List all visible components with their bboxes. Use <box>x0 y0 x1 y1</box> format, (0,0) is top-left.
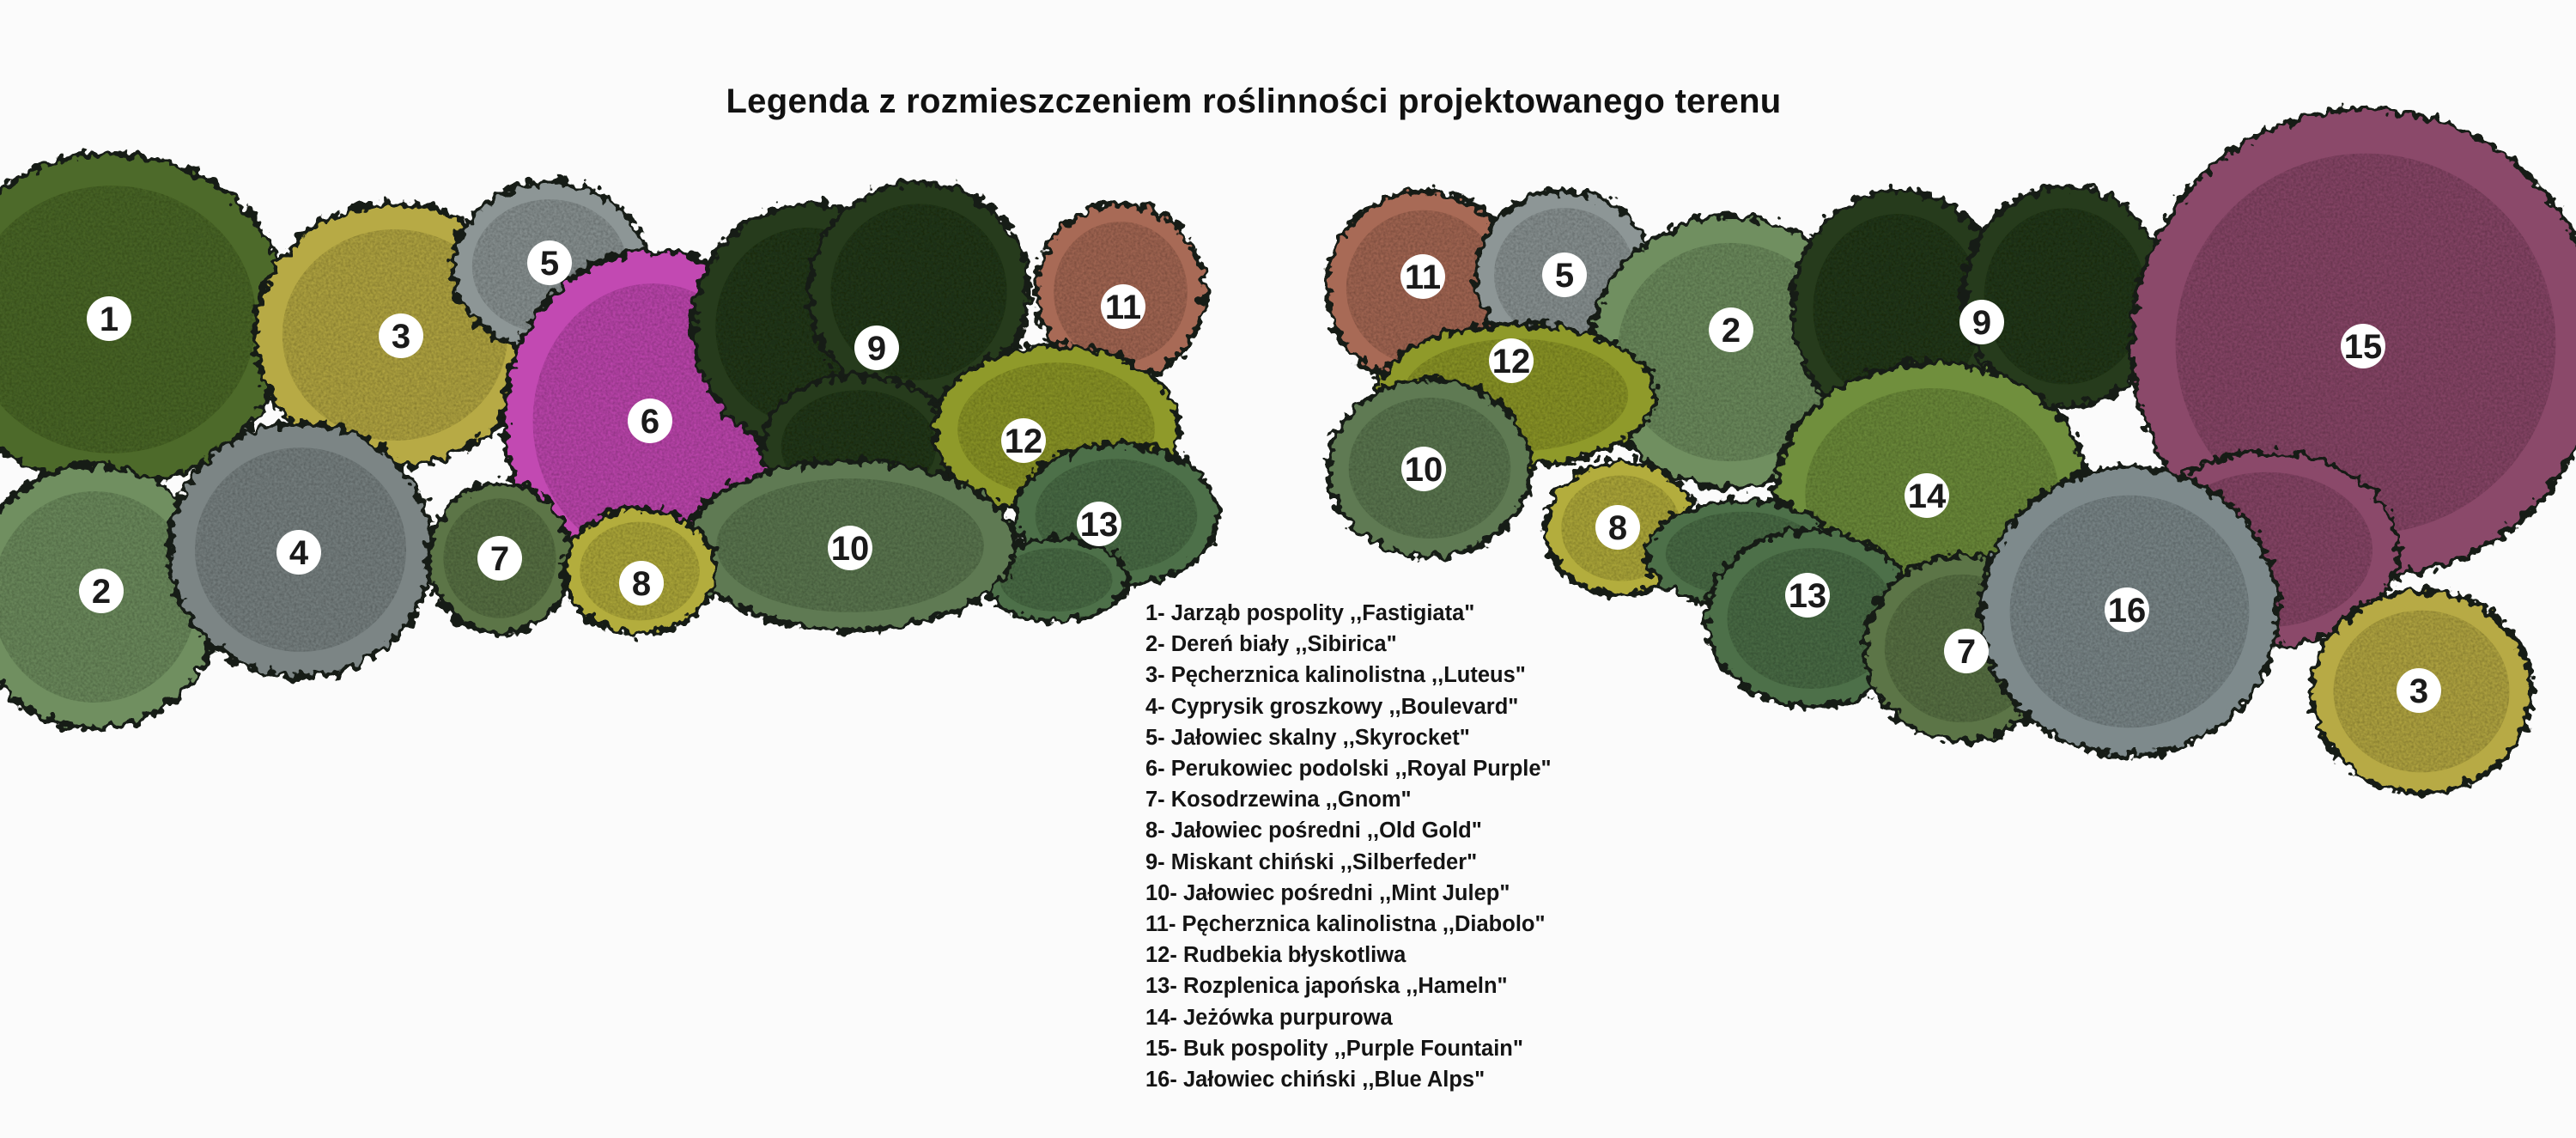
marker-number: 10 <box>830 530 870 568</box>
plant-marker-6 <box>628 399 672 443</box>
plant-marker-13 <box>1785 573 1830 618</box>
marker-number: 3 <box>2409 672 2429 710</box>
plant-marker-16 <box>2105 587 2149 632</box>
plant-marker-9 <box>854 326 899 370</box>
plant-marker-1 <box>87 296 131 341</box>
plant-marker-7 <box>477 536 522 581</box>
plant-marker-13 <box>1077 502 1121 546</box>
marker-number: 12 <box>1492 343 1531 380</box>
marker-number: 8 <box>1607 509 1628 547</box>
marker-number: 16 <box>2107 592 2147 630</box>
marker-number: 4 <box>289 534 309 572</box>
plant-marker-10 <box>1401 447 1446 491</box>
plant-marker-8 <box>619 561 664 606</box>
diagram-title: Legenda z rozmieszczeniem roślinności projektowanego terenu <box>726 82 1782 120</box>
plant-marker-15 <box>2341 324 2385 368</box>
plant-marker-3 <box>379 313 423 358</box>
plant-marker-4 <box>276 530 321 575</box>
marker-number: 14 <box>1907 478 1947 515</box>
marker-number: 7 <box>1956 633 1977 671</box>
legend-item: 2- Dereń biały ,,Sibirica" <box>1145 632 1397 657</box>
legend-item: 6- Perukowiec podolski ,,Royal Purple" <box>1145 757 1552 782</box>
legend-item: 9- Miskant chiński ,,Silberfeder" <box>1145 849 1478 874</box>
marker-number: 6 <box>640 403 660 441</box>
legend-item: 10- Jałowiec pośredni ,,Mint Julep" <box>1145 880 1510 905</box>
marker-number: 5 <box>1554 257 1575 295</box>
plant-marker-8 <box>1595 505 1640 550</box>
plant-marker-11 <box>1101 284 1145 329</box>
legend-item: 14- Jeżówka purpurowa <box>1145 1005 1393 1030</box>
marker-number: 13 <box>1079 506 1119 544</box>
legend-item: 1- Jarząb pospolity ,,Fastigiata" <box>1145 601 1475 625</box>
marker-number: 8 <box>631 565 652 603</box>
marker-number: 7 <box>489 540 510 578</box>
plant-marker-9 <box>1959 300 2004 344</box>
legend-item: 8- Jałowiec pośredni ,,Old Gold" <box>1145 819 1482 843</box>
marker-number: 9 <box>1971 304 1992 342</box>
plant-marker-7 <box>1944 629 1989 673</box>
marker-number: 1 <box>99 301 119 338</box>
legend-item: 3- Pęcherznica kalinolistna ,,Luteus" <box>1145 663 1526 688</box>
plant-marker-2 <box>79 569 124 613</box>
plant-marker-3 <box>2397 668 2441 713</box>
plant-marker-5 <box>527 240 572 285</box>
legend-item: 11- Pęcherznica kalinolistna ,,Diabolo" <box>1145 912 1546 937</box>
legend-item: 4- Cyprysik groszkowy ,,Boulevard" <box>1145 694 1519 719</box>
marker-number: 9 <box>866 330 887 368</box>
marker-number: 2 <box>1721 312 1741 350</box>
plant-marker-5 <box>1542 253 1587 297</box>
plant-marker-10 <box>828 526 872 570</box>
marker-number: 13 <box>1788 577 1827 615</box>
marker-number: 5 <box>539 245 560 283</box>
plant-marker-11 <box>1400 254 1445 299</box>
legend-item: 15- Buk pospolity ,,Purple Fountain" <box>1145 1036 1523 1061</box>
marker-number: 3 <box>391 318 411 356</box>
marker-number: 12 <box>1004 423 1043 460</box>
marker-number: 15 <box>2343 328 2383 366</box>
legend-item: 16- Jałowiec chiński ,,Blue Alps" <box>1145 1068 1485 1092</box>
plant-legend <box>1145 598 1552 1095</box>
marker-number: 11 <box>1104 289 1142 326</box>
legend-item: 12- Rudbekia błyskotliwa <box>1145 943 1406 968</box>
marker-number: 10 <box>1404 451 1443 489</box>
plant-marker-12 <box>1001 418 1046 463</box>
plant-marker-12 <box>1489 338 1534 383</box>
marker-number: 2 <box>91 573 112 611</box>
plant-marker-14 <box>1905 473 1949 518</box>
legend-item: 13- Rozplenica japońska ,,Hameln" <box>1145 974 1508 999</box>
legend-item: 7- Kosodrzewina ,,Gnom" <box>1145 788 1412 812</box>
legend-item: 5- Jałowiec skalny ,,Skyrocket" <box>1145 725 1470 750</box>
plant-marker-2 <box>1709 307 1753 352</box>
marker-number: 11 <box>1404 259 1442 296</box>
